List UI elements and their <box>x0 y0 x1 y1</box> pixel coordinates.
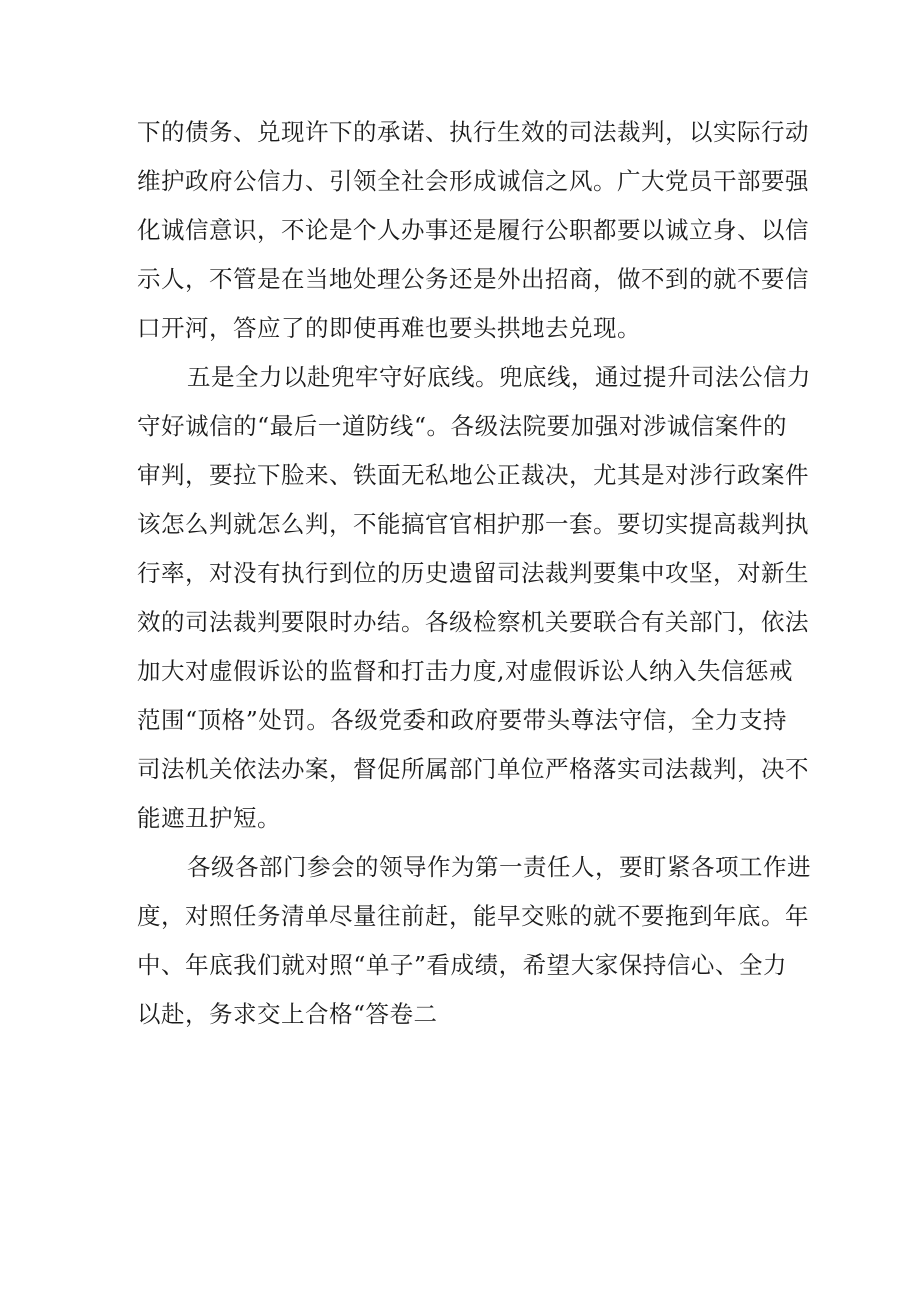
text-line: 行率，对没有执行到位的历史遗留司法裁判要集中攻坚，对新生 <box>137 559 809 587</box>
text-line: 下的债务、兑现许下的承诺、执行生效的司法裁判，以实际行动 <box>137 118 809 146</box>
text-line: 审判，要拉下脸来、铁面无私地公正裁决，尤其是对涉行政案件 <box>137 461 809 489</box>
text-line: 五是全力以赴兜牢守好底线。兜底线，通过提升司法公信力 <box>187 363 811 391</box>
text-line: 能遮丑护短。 <box>137 804 281 832</box>
text-line: 守好诚信的“最后一道防线“。各级法院要加强对涉诚信案件的 <box>137 412 787 440</box>
text-line: 示人，不管是在当地处理公务还是外出招商，做不到的就不要信 <box>137 265 809 293</box>
text-line: 维护政府公信力、引领全社会形成诚信之风。广大党员干部要强 <box>137 167 809 195</box>
text-line: 口开河，答应了的即使再难也要头拱地去兑现。 <box>137 314 641 342</box>
text-line: 度，对照任务清单尽量往前赶，能早交账的就不要拖到年底。年 <box>137 902 809 930</box>
text-line: 加大对虚假诉讼的监督和打击力度,对虚假诉讼人纳入失信惩戒 <box>137 657 793 685</box>
text-line: 司法机关依法办案，督促所属部门单位严格落实司法裁判，决不 <box>137 755 809 783</box>
text-line: 化诚信意识，不论是个人办事还是履行公职都要以诚立身、以信 <box>137 216 809 244</box>
text-line: 各级各部门参会的领导作为第一责任人，要盯紧各项工作进 <box>187 853 811 881</box>
text-line: 效的司法裁判要限时办结。各级检察机关要联合有关部门，依法 <box>137 608 809 636</box>
text-line: 以赴，务求交上合格“答卷二 <box>137 1000 438 1028</box>
text-line: 范围“顶格”处罚。各级党委和政府要带头尊法守信，全力支持 <box>137 706 787 734</box>
text-line: 中、年底我们就对照“单子”看成绩，希望大家保持信心、全力 <box>137 951 787 979</box>
text-line: 该怎么判就怎么判，不能搞官官相护那一套。要切实提高裁判执 <box>137 510 809 538</box>
